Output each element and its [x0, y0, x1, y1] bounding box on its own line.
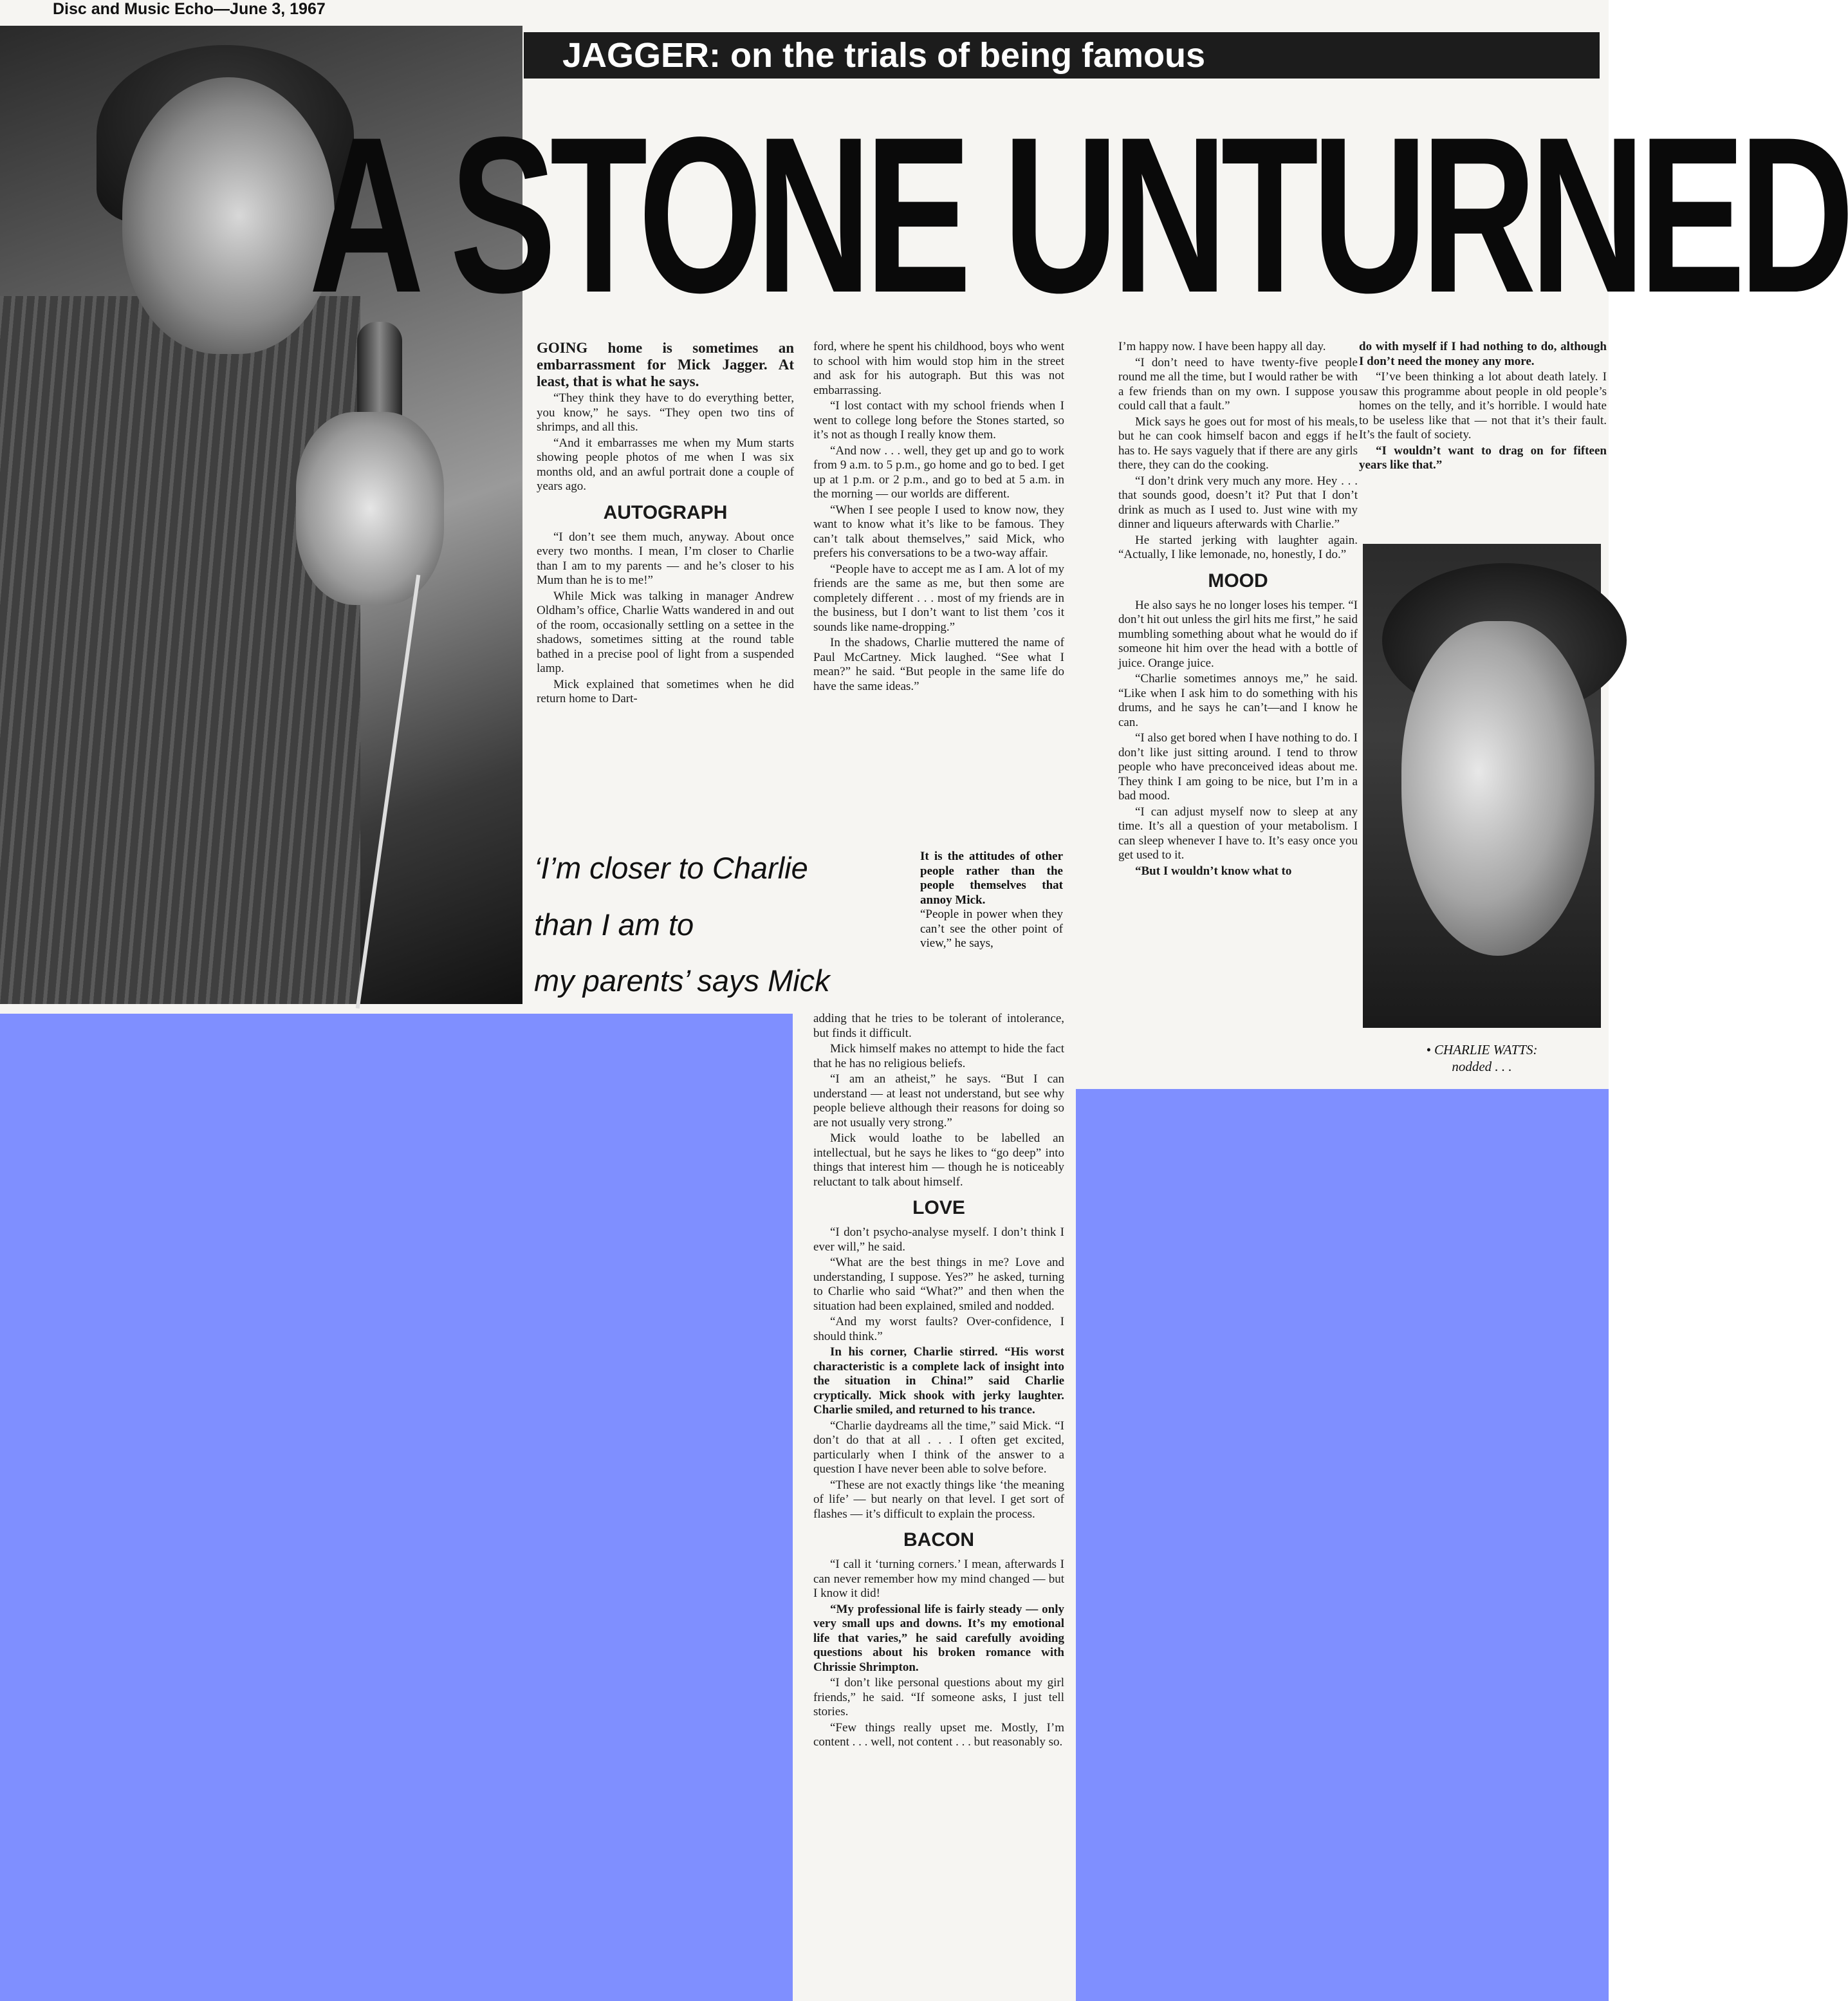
paragraph: “People have to accept me as I am. A lot of my friends are the same as me, but then some are completely different . . . most of my friends are in the business, but I don’t want to list them ’cos it sounds like name-dropping.” — [813, 562, 1064, 634]
article-column-2-continued — [813, 1012, 1064, 1751]
paragraph: “I don’t see them much, anyway. About once every two months. I mean, I’m closer to Charlie than I am to my parents — and he’s closer to his Mum than he is to me!” — [537, 530, 794, 587]
paragraph: Mick would loathe to be labelled an intellectual, but he says he likes to “go deep” into things that interest him — though he is noticeably reluctant to talk about himself. — [813, 1131, 1064, 1189]
paragraph: adding that he tries to be tolerant of intolerance, but finds it difficult. — [813, 1012, 1064, 1040]
paragraph: “What are the best things in me? Love and understanding, I suppose. Yes?” he asked, turning to Charlie who said “What?” and then when the situation had been explained, smiled and nodded. — [813, 1256, 1064, 1313]
caption-line: • CHARLIE WATTS: — [1426, 1042, 1538, 1057]
paragraph: In his corner, Charlie stirred. “His worst characteristic is a complete lack of insight into the situation in China!” said Charlie cryptically. Mick shook with jerky laughter. Charlie smiled, and returned to his trance. — [813, 1345, 1064, 1417]
caption-line: nodded . . . — [1452, 1059, 1512, 1074]
paragraph: “I also get bored when I have nothing to do. I don’t like just sitting around. I tend to throw people who have preconceived ideas about me. They think I am going to be nice, but I’m in a bad mood. — [1118, 731, 1358, 803]
narrow-column — [920, 850, 1063, 951]
paragraph: “I wouldn’t want to drag on for fifteen years like that.” — [1359, 443, 1607, 472]
paragraph: “They think they have to do everything better, you know,” he says. “They open two tins of shrimps, and all this. — [537, 391, 794, 434]
paragraph: “Charlie daydreams all the time,” said Mick. “I don’t do that at all . . . I often get excited, particularly when I think of the answer to a question I have never been able to solve before. — [813, 1419, 1064, 1476]
photo-face — [1401, 621, 1594, 956]
paragraph: “And my worst faults? Over-confidence, I should think.” — [813, 1315, 1064, 1343]
paragraph: In the shadows, Charlie muttered the name of Paul McCartney. Mick laughed. “See what I mean?” he said. “But people in the same life do have the same ideas.” — [813, 636, 1064, 693]
paragraph: “People in power when they can’t see the other point of view,” he says, — [920, 907, 1063, 950]
paragraph: “I don’t like personal questions about my girl friends,” he said. “If someone asks, I just tell stories. — [813, 1676, 1064, 1718]
paragraph: “I call it ‘turning corners.’ I mean, afterwards I can never remember how my mind changed — but I know it did! — [813, 1558, 1064, 1600]
lead-paragraph: GOING home is sometimes an embarrassment for Mick Jagger. At least, that is what he says. — [537, 340, 794, 389]
charlie-watts-photo — [1363, 544, 1601, 1028]
paragraph: It is the attitudes of other people rather than the people themselves that annoy Mick. — [920, 850, 1063, 907]
mask-region-left — [0, 1014, 793, 2001]
paragraph: He also says he no longer loses his temper. “I don’t hit out unless the girl hits me first,” he said mumbling something about what he would do if someone hit him over the head with a bottle of juice. Orange juice. — [1118, 598, 1358, 670]
pull-quote — [534, 840, 914, 953]
paragraph: “I’ve been thinking a lot about death lately. I saw this programme about people in old people’s homes on the telly, and it’s horrible. I would hate to be useless like that — not that it’s their fault. It’s the fault of society. — [1359, 370, 1607, 442]
photo-jacket — [0, 296, 360, 1004]
paragraph: “But I wouldn’t know what to — [1135, 864, 1292, 878]
paragraph: “I am an atheist,” he says. “But I can understand — at least not understand, but see why people believe although their reasons for doing so are not usually very strong.” — [813, 1072, 1064, 1130]
paragraph: “I lost contact with my school friends when I went to college long before the Stones started, so it’s not as though I really know them. — [813, 399, 1064, 442]
paragraph: “I don’t need to have twenty-five people round me all the time, but I would rather be with a few friends than on my own. I suppose you could call that a fault.” — [1118, 355, 1358, 413]
paragraph: I’m happy now. I have been happy all day. — [1118, 340, 1326, 353]
kicker-banner: JAGGER: on the trials of being famous — [524, 32, 1600, 79]
pull-quote-line: ‘I’m closer to Charlie — [534, 851, 808, 885]
article-column-1 — [537, 340, 794, 708]
paragraph: “I don’t drink very much any more. Hey . . . that sounds good, doesn’t it? Put that I don’t drink as much as I used to. Just wine with my dinner and liqueurs afterwards with Charlie.” — [1118, 474, 1358, 531]
masthead: Disc and Music Echo—June 3, 1967 — [53, 0, 326, 18]
photo-face — [122, 77, 335, 354]
paragraph: “Charlie sometimes annoys me,” he said. “Like when I ask him to do something with his drums, and he says he can’t—and I know he can. — [1118, 672, 1358, 729]
paragraph: He started jerking with laughter again. “Actually, I like lemonade, no, honestly, I do.” — [1118, 533, 1358, 561]
article-column-2 — [813, 340, 1064, 695]
mask-region-right — [1076, 1089, 1609, 2001]
headline: A STONE UNTURNED — [309, 91, 1848, 339]
pull-quote-line: than I am to — [534, 907, 694, 942]
article-column-3 — [1118, 340, 1358, 880]
microphone-cable — [356, 575, 421, 1009]
photo-hand — [296, 412, 444, 605]
photo-caption — [1363, 1041, 1601, 1075]
paragraph: “When I see people I used to know now, they want to know what it’s like to be famous. They can’t talk about themselves,” said Mick, who prefers his conversations to be a two-way affair. — [813, 503, 1064, 560]
paragraph: “I don’t psycho-analyse myself. I don’t think I ever will,” he said. — [813, 1225, 1064, 1254]
paragraph: ford, where he spent his childhood, boys who went to school with him would stop him in the street and ask for his autograph. But this was not embarrassing. — [813, 340, 1064, 397]
paragraph: Mick explained that sometimes when he did return home to Dart- — [537, 677, 794, 705]
paragraph: “My professional life is fairly steady — only very small ups and downs. It’s my emotional life that varies,” he said carefully avoiding questions about his broken romance with Chrissie Shrimpton. — [813, 1602, 1064, 1674]
subhead-autograph: AUTOGRAPH — [603, 501, 728, 523]
paragraph: “I can adjust myself now to sleep at any time. It’s all a question of your metabolism. I can sleep whenever I have to. It’s easy once you get used to it. — [1118, 805, 1358, 862]
paragraph: Mick himself makes no attempt to hide the fact that he has no religious beliefs. — [813, 1042, 1064, 1070]
paragraph: do with myself if I had nothing to do, although I don’t need the money any more. — [1359, 340, 1607, 368]
subhead-love: LOVE — [912, 1197, 965, 1218]
paragraph: “And now . . . well, they get up and go to work from 9 a.m. to 5 p.m., go home and go to bed. I get up at 1 p.m. or 2 p.m., and go to bed at 5 a.m. in the morning — our worlds are different. — [813, 443, 1064, 501]
subhead-mood: MOOD — [1208, 570, 1268, 591]
paragraph: “Few things really upset me. Mostly, I’m content . . . well, not content . . . but reasonably so. — [813, 1720, 1064, 1749]
subhead-bacon: BACON — [903, 1529, 974, 1550]
paragraph: While Mick was talking in manager Andrew Oldham’s office, Charlie Watts wandered in and out of the room, occasionally settling on a settee in the shadows, sometimes sitting at the round table bathed in a precise pool of light from a suspended lamp. — [537, 589, 794, 675]
article-column-4 — [1359, 340, 1607, 474]
paragraph: Mick says he goes out for most of his meals, but he can cook himself bacon and eggs if he has to. He says vaguely that if there are any girls there, they can do the cooking. — [1118, 414, 1358, 472]
paragraph: “These are not exactly things like ‘the meaning of life’ — but nearly on that level. I get sort of flashes — it’s difficult to explain the process. — [813, 1478, 1064, 1521]
paragraph: “And it embarrasses me when my Mum starts showing people photos of me when I was six months old, and an awful portrait done a couple of years ago. — [537, 436, 794, 493]
pull-quote-line: my parents’ says Mick — [534, 963, 830, 998]
